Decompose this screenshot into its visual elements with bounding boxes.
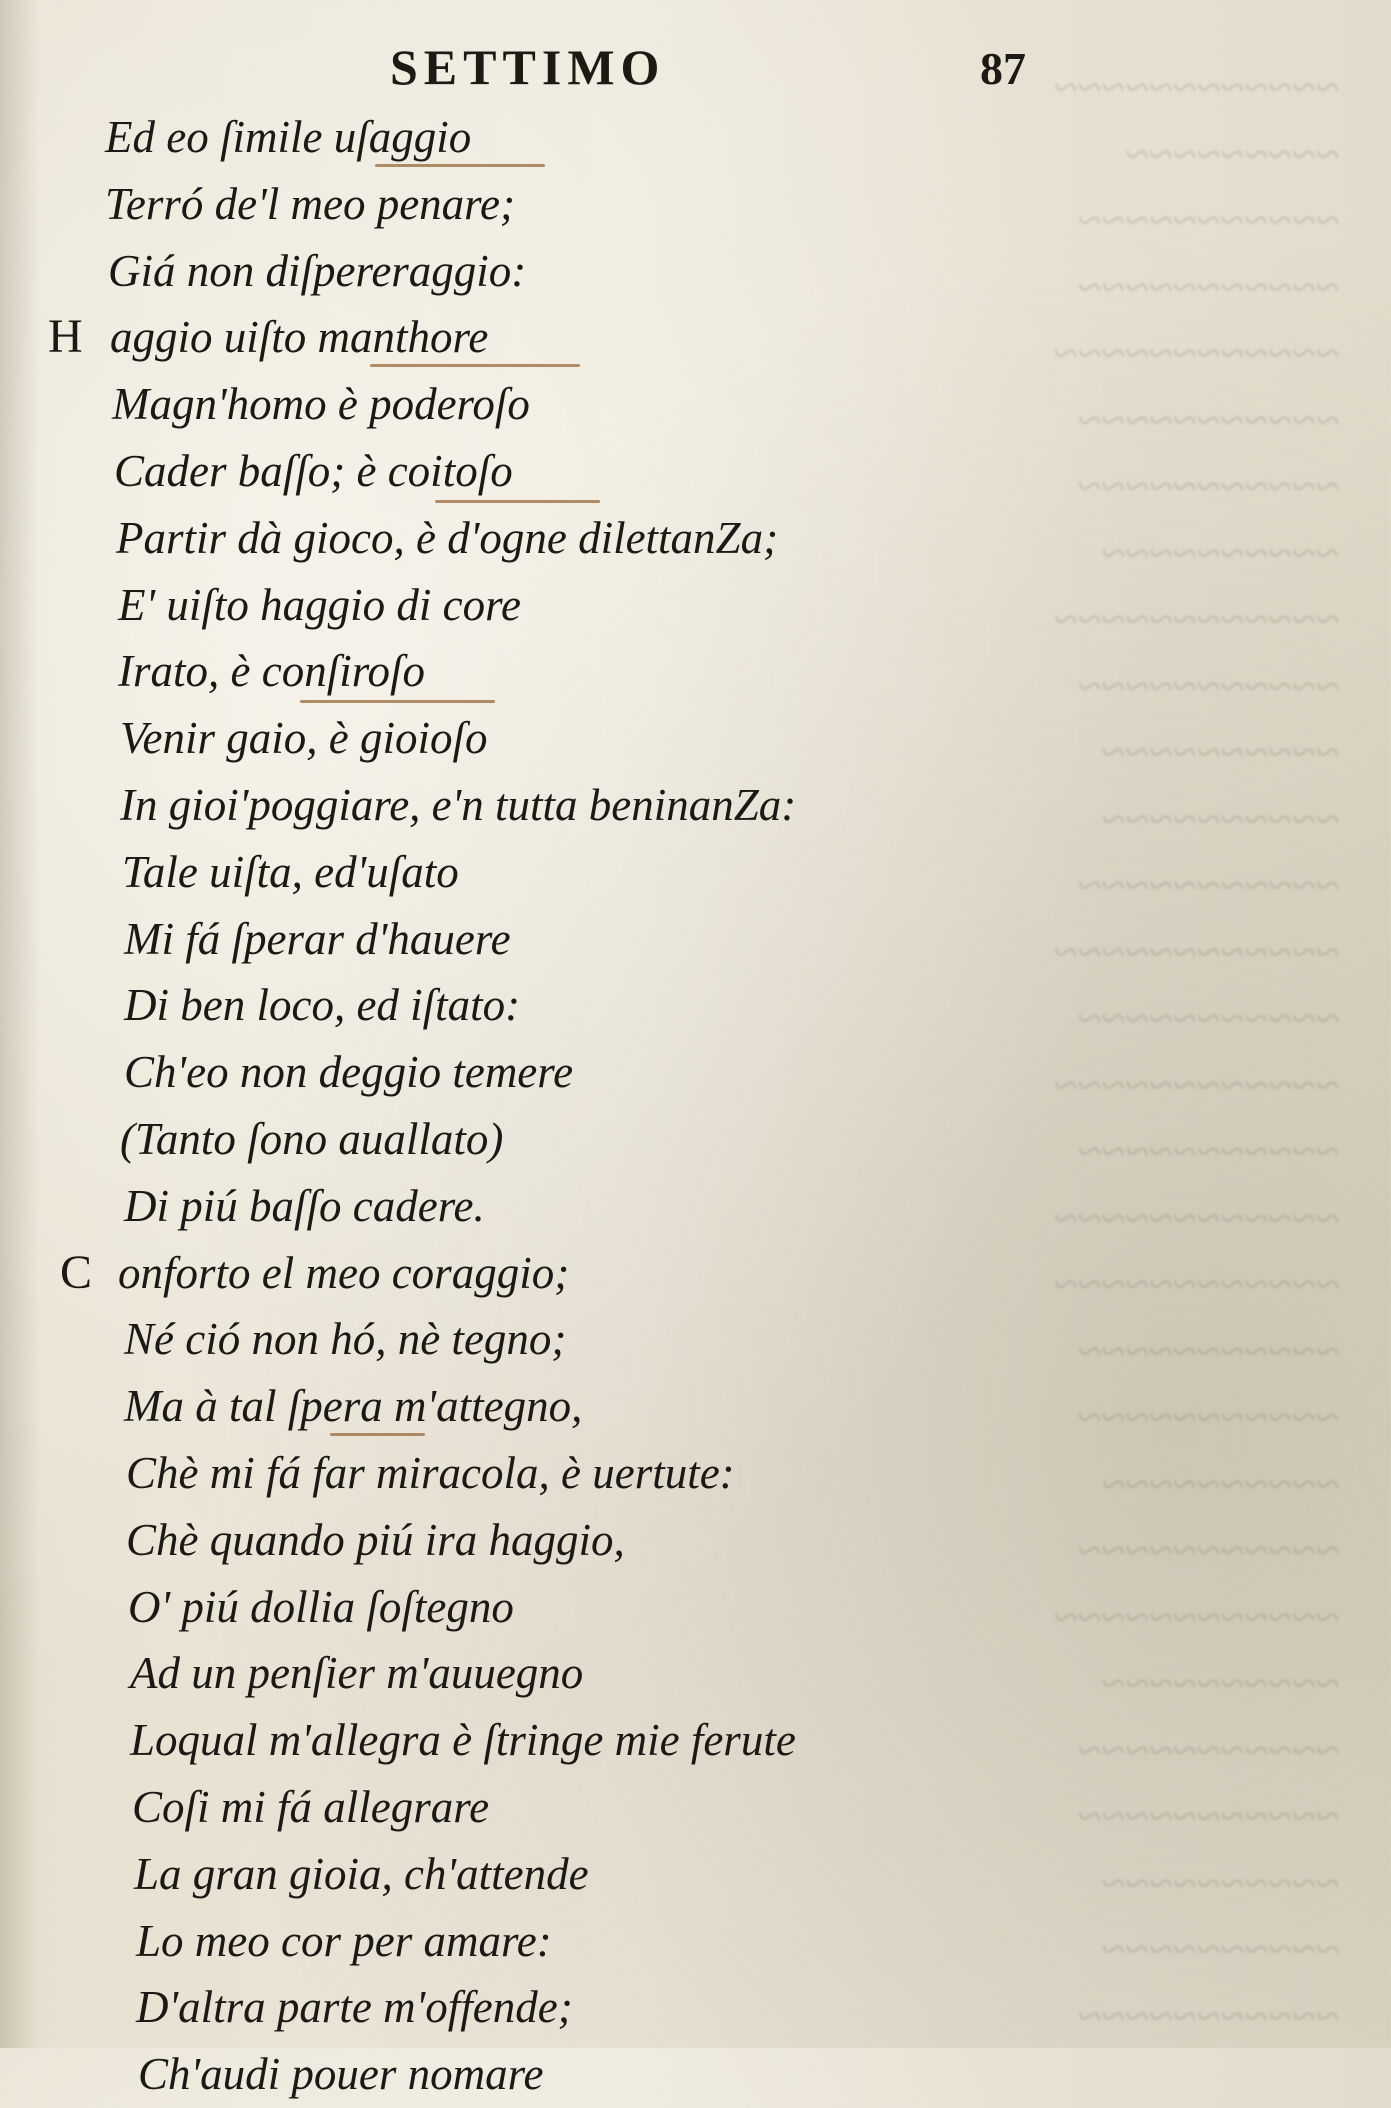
verse-line-text: Ch'audi pouer nomare xyxy=(138,2049,544,2100)
verse-line-text: Di piú baſſo cadere. xyxy=(124,1180,485,1231)
ink-underline xyxy=(435,500,600,503)
page-number: 87 xyxy=(980,43,1026,94)
verse-line-text: La gran gioia, ch'attende xyxy=(134,1848,589,1899)
verse-line xyxy=(0,839,1000,906)
verse-line-text: Ad un penſier m'auuegno xyxy=(130,1648,584,1699)
verse-line-text: Ch'eo non deggio temere xyxy=(124,1047,574,1098)
verse-line xyxy=(0,1774,1000,1841)
verse-line xyxy=(0,972,1000,1039)
verse-line xyxy=(0,1373,1000,1440)
drop-initial: C xyxy=(60,1245,93,1299)
verse-line-text: Lo meo cor per amare: xyxy=(136,1915,552,1966)
verse-line-text: Cader baſſo; è coitoſo xyxy=(114,445,513,496)
verse-line xyxy=(0,906,1000,973)
verse-line xyxy=(0,505,1000,572)
verse-line xyxy=(0,1173,1000,1240)
verse-line xyxy=(0,1306,1000,1373)
verse-line-text: D'altra parte m'offende; xyxy=(136,1982,573,2033)
verse-line-text: Partir dà gioco, è d'ogne dilettanZa; xyxy=(116,512,779,563)
verse-line xyxy=(0,2041,1000,2108)
verse-line xyxy=(0,772,1000,839)
verse-line xyxy=(0,1908,1000,1975)
ink-underline xyxy=(330,1433,425,1436)
verse-line-text: Né ció non hó, nè tegno; xyxy=(124,1314,567,1365)
verse-line-text: Irato, è conſiroſo xyxy=(118,646,426,697)
verse-line xyxy=(0,171,1000,238)
verse-line-text: Loqual m'allegra è ſtringe mie ferute xyxy=(130,1715,796,1766)
verse-line xyxy=(0,1574,1000,1641)
ink-underline xyxy=(375,164,545,167)
reverse-side-bleed-through: ~~~~~~~~~~~~ ~~~~~~~~~ ~~~~~~~~~~~ ~~~~~~~~~~~ ~~~~~~~~~~~~ ~~~~~~~~~~~ ~~~~~~~~~~~ ~~~~~~~~~~ ~~~~~~~~~~~~ ~~~~~~~~~~~ ~~~~~~~~~~ ~~~~~~~~~~ ~~~~~~~~~~~ ~~~~~~~~~~~~ ~~~~~~~~~~~ ~~~~~~~~~~~~ ~~~~~~~~~~~ ~~~~~~~~~~~~ ~~~~~~~~~~~~ ~~~~~~~~~~~ ~~~~~~~~~~~ ~~~~~~~~~~ ~~~~~~~~~~~ ~~~~~~~~~~~~ ~~~~~~~~~~ ~~~~~~~~~~~ ~~~~~~~~~~~ ~~~~~~~~~~ ~~~~~~~~~~ ~~~~~~~~~~~ xyxy=(1054,63,1340,2041)
verse-line xyxy=(0,104,1000,171)
verse-line-text: Chè mi fá far miracola, è uertute: xyxy=(126,1447,735,1498)
verse-line-text: E' uiſto haggio di core xyxy=(118,579,521,630)
verse-line-text: Mi fá ſperar d'hauere xyxy=(124,913,511,964)
page-header xyxy=(390,30,1080,100)
verse-line xyxy=(0,238,1000,305)
verse-line-text: Di ben loco, ed iſtato: xyxy=(124,980,521,1031)
verse-line xyxy=(0,1106,1000,1173)
verse-line-text: Chè quando piú ira haggio, xyxy=(126,1514,625,1565)
ink-underline xyxy=(300,700,495,703)
verse-line xyxy=(0,438,1000,505)
verse-line-text: Venir gaio, è gioioſo xyxy=(120,713,488,764)
verse-block xyxy=(0,104,1000,2108)
verse-line-text: In gioi'poggiare, e'n tutta beninanZa: xyxy=(120,779,797,830)
verse-line xyxy=(0,304,1000,371)
verse-line-text: Giá non diſpereraggio: xyxy=(108,245,527,296)
verse-line xyxy=(0,1640,1000,1707)
verse-line-text: aggio uiſto manthore xyxy=(110,312,489,363)
verse-line-text: Ma à tal ſpera m'attegno, xyxy=(124,1381,583,1432)
verse-line xyxy=(0,371,1000,438)
verse-line xyxy=(0,572,1000,639)
verse-line-text: onforto el meo coraggio; xyxy=(118,1247,570,1298)
verse-line xyxy=(0,1841,1000,1908)
verse-line xyxy=(0,1440,1000,1507)
verse-line-text: Tale uiſta, ed'uſato xyxy=(122,846,459,897)
verse-line-text: Coſi mi fá allegrare xyxy=(132,1781,490,1832)
verse-line xyxy=(0,638,1000,705)
drop-initial: H xyxy=(48,310,83,364)
verse-line xyxy=(0,1039,1000,1106)
verse-line xyxy=(0,1707,1000,1774)
verse-line-text: Terró de'l meo penare; xyxy=(105,178,515,229)
verse-line-text: (Tanto ſono auallato) xyxy=(120,1113,504,1164)
verse-line xyxy=(0,1507,1000,1574)
ink-underline xyxy=(370,364,580,367)
verse-line-text: Magn'homo è poderoſo xyxy=(112,379,530,430)
verse-line xyxy=(0,705,1000,772)
verse-line xyxy=(0,1240,1000,1307)
verse-line-text: Ed eo ſimile uſaggio xyxy=(105,112,472,162)
verse-line xyxy=(0,1974,1000,2041)
verse-line-text: O' piú dollia ſoſtegno xyxy=(128,1581,514,1632)
running-head: SETTIMO xyxy=(390,39,666,95)
